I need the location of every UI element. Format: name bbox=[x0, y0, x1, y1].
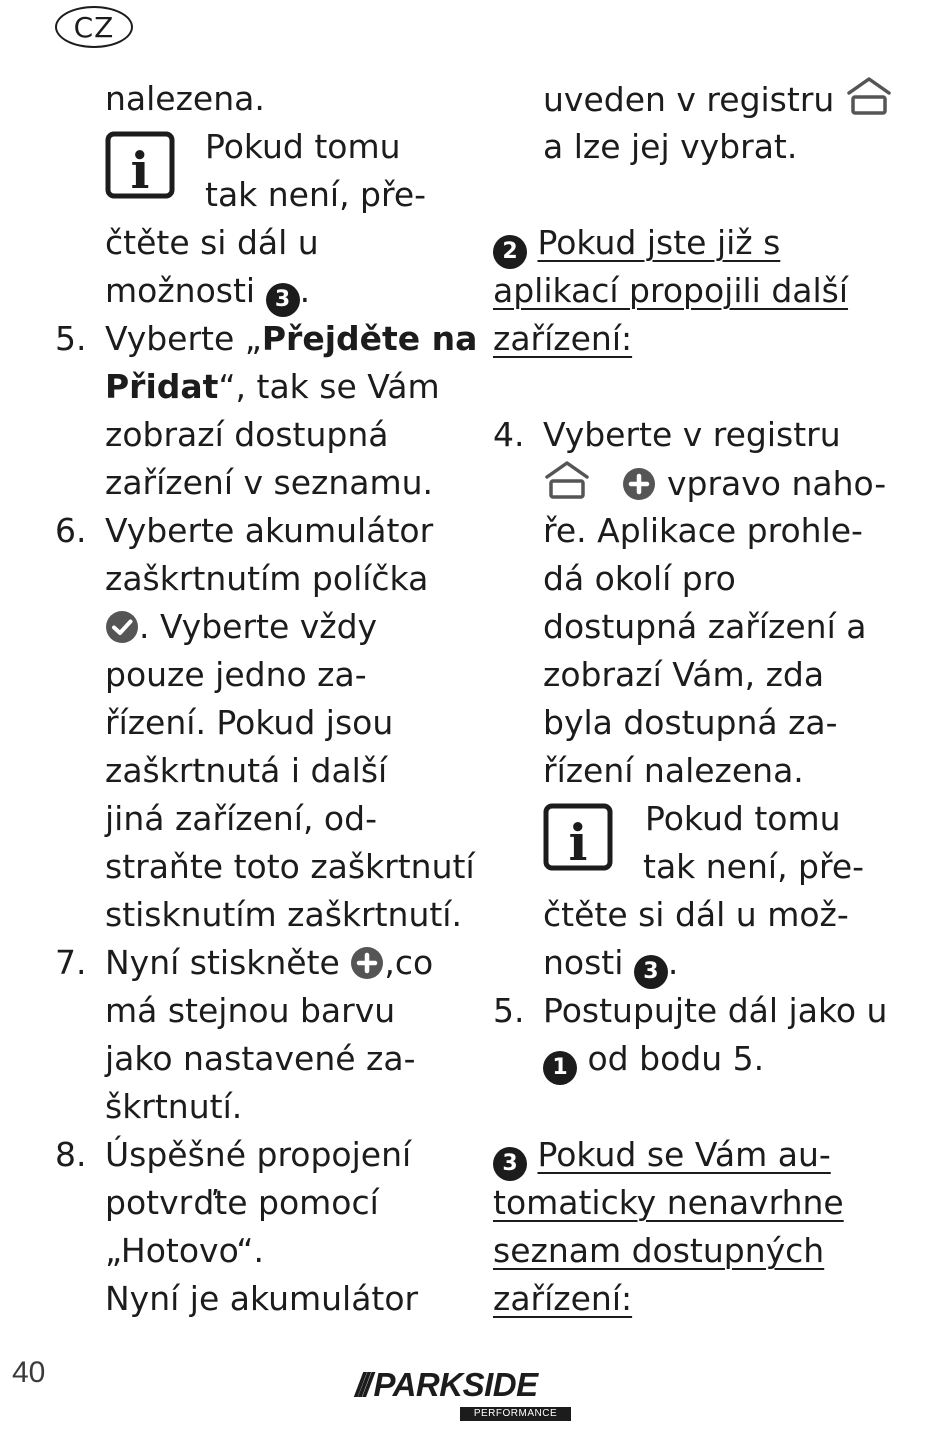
plus-circle-icon bbox=[350, 946, 384, 980]
text-line: a lze jej vybrat. bbox=[543, 127, 798, 166]
option-3-badge: 3 bbox=[493, 1147, 527, 1181]
section-3-heading-line: zařízení: bbox=[493, 1279, 633, 1318]
checkmark-circle-icon bbox=[105, 610, 139, 644]
step-6-line: řízení. Pokud jsou bbox=[105, 703, 394, 742]
info-line: čtěte si dál u bbox=[105, 223, 319, 262]
info-line-ref: nosti 3 . bbox=[493, 939, 913, 987]
parkside-logo bbox=[355, 1368, 575, 1424]
info-note-left bbox=[55, 123, 470, 315]
step-5-right-line: 1 od bodu 5. bbox=[493, 1035, 913, 1083]
home-icon bbox=[845, 75, 893, 117]
step-5-line: Přidat“, tak se Vám bbox=[105, 367, 440, 406]
step-7: 7. Nyní stiskněte ,co bbox=[55, 943, 434, 982]
text-line: nalezena. bbox=[105, 79, 265, 118]
spacer bbox=[493, 363, 913, 411]
option-3-badge: 3 bbox=[266, 283, 300, 317]
info-line: tak není, pře- bbox=[643, 847, 865, 886]
logo-subtitle: PERFORMANCE bbox=[460, 1407, 571, 1421]
left-column bbox=[55, 75, 478, 1323]
section-3-heading-line: tomaticky nenavrhne bbox=[493, 1183, 844, 1222]
text-line: uveden v registru bbox=[493, 75, 913, 123]
info-line: Pokud tomu bbox=[645, 799, 841, 838]
section-2-heading-line: aplikací propojili další bbox=[493, 271, 849, 310]
step-5-line: zobrazí dostupná bbox=[105, 415, 389, 454]
spacer bbox=[493, 171, 913, 219]
step-4-line: dostupná zařízení a bbox=[543, 607, 867, 646]
step-4-line: řízení nalezena. bbox=[543, 751, 804, 790]
step-7-line: má stejnou barvu bbox=[105, 991, 396, 1030]
section-2-heading-line: zařízení: bbox=[493, 319, 633, 358]
step-8-line: potvrďte pomocí bbox=[105, 1183, 379, 1222]
step-4-line: zobrazí Vám, zda bbox=[543, 655, 825, 694]
info-line-ref: možnosti 3 . bbox=[55, 267, 470, 315]
step-4-line: byla dostupná za- bbox=[543, 703, 838, 742]
page-number: 40 bbox=[12, 1356, 46, 1389]
step-6-line: . Vyberte vždy bbox=[55, 603, 470, 651]
step-5-right: 5. Postupujte dál jako u bbox=[493, 991, 888, 1030]
step-6-line: stisknutím zaškrtnutí. bbox=[105, 895, 462, 934]
step-8-line: Nyní je akumulátor bbox=[105, 1279, 419, 1318]
section-2-heading: 2 Pokud jste již s bbox=[493, 219, 913, 267]
info-line: tak není, pře- bbox=[205, 175, 427, 214]
step-6-line: pouze jedno za- bbox=[105, 655, 367, 694]
step-6-line: zaškrtnutá i další bbox=[105, 751, 388, 790]
step-4: 4. Vyberte v registru bbox=[493, 415, 841, 454]
spacer bbox=[493, 1083, 913, 1131]
right-column bbox=[493, 75, 913, 1323]
section-3-heading: 3 Pokud se Vám au- bbox=[493, 1131, 913, 1179]
option-2-badge: 2 bbox=[493, 235, 527, 269]
step-4-line: ře. Aplikace prohle- bbox=[543, 511, 863, 550]
info-note-right bbox=[493, 795, 913, 987]
svg-text:i: i bbox=[130, 141, 150, 199]
logo-wordmark: /// PARKSIDE bbox=[355, 1366, 538, 1403]
step-4-line: dá okolí pro bbox=[543, 559, 736, 598]
step-6-line: straňte toto zaškrtnutí bbox=[105, 847, 475, 886]
step-6: 6. Vyberte akumulátor bbox=[55, 511, 434, 550]
section-3-heading-line: seznam dostupných bbox=[493, 1231, 825, 1270]
svg-text:i: i bbox=[568, 813, 588, 871]
step-7-line: jako nastavené za- bbox=[105, 1039, 416, 1078]
step-4-line: vpravo naho- bbox=[493, 459, 913, 507]
home-icon bbox=[543, 459, 591, 501]
language-badge: CZ bbox=[55, 6, 133, 48]
option-1-badge: 1 bbox=[543, 1051, 577, 1085]
step-6-line: jiná zařízení, od- bbox=[105, 799, 377, 838]
step-8: 8. Úspěšné propojení bbox=[55, 1135, 412, 1174]
step-5: 5. Vyberte „Přejděte na bbox=[55, 319, 478, 358]
info-line: čtěte si dál u mož- bbox=[543, 895, 849, 934]
option-3-badge: 3 bbox=[634, 955, 668, 989]
plus-circle-icon bbox=[622, 467, 656, 501]
step-5-line: zařízení v seznamu. bbox=[105, 463, 434, 502]
step-6-line: zaškrtnutím políčka bbox=[105, 559, 429, 598]
step-8-line: „Hotovo“. bbox=[105, 1231, 264, 1270]
step-7-line: škrtnutí. bbox=[105, 1087, 243, 1126]
info-line: Pokud tomu bbox=[205, 127, 401, 166]
